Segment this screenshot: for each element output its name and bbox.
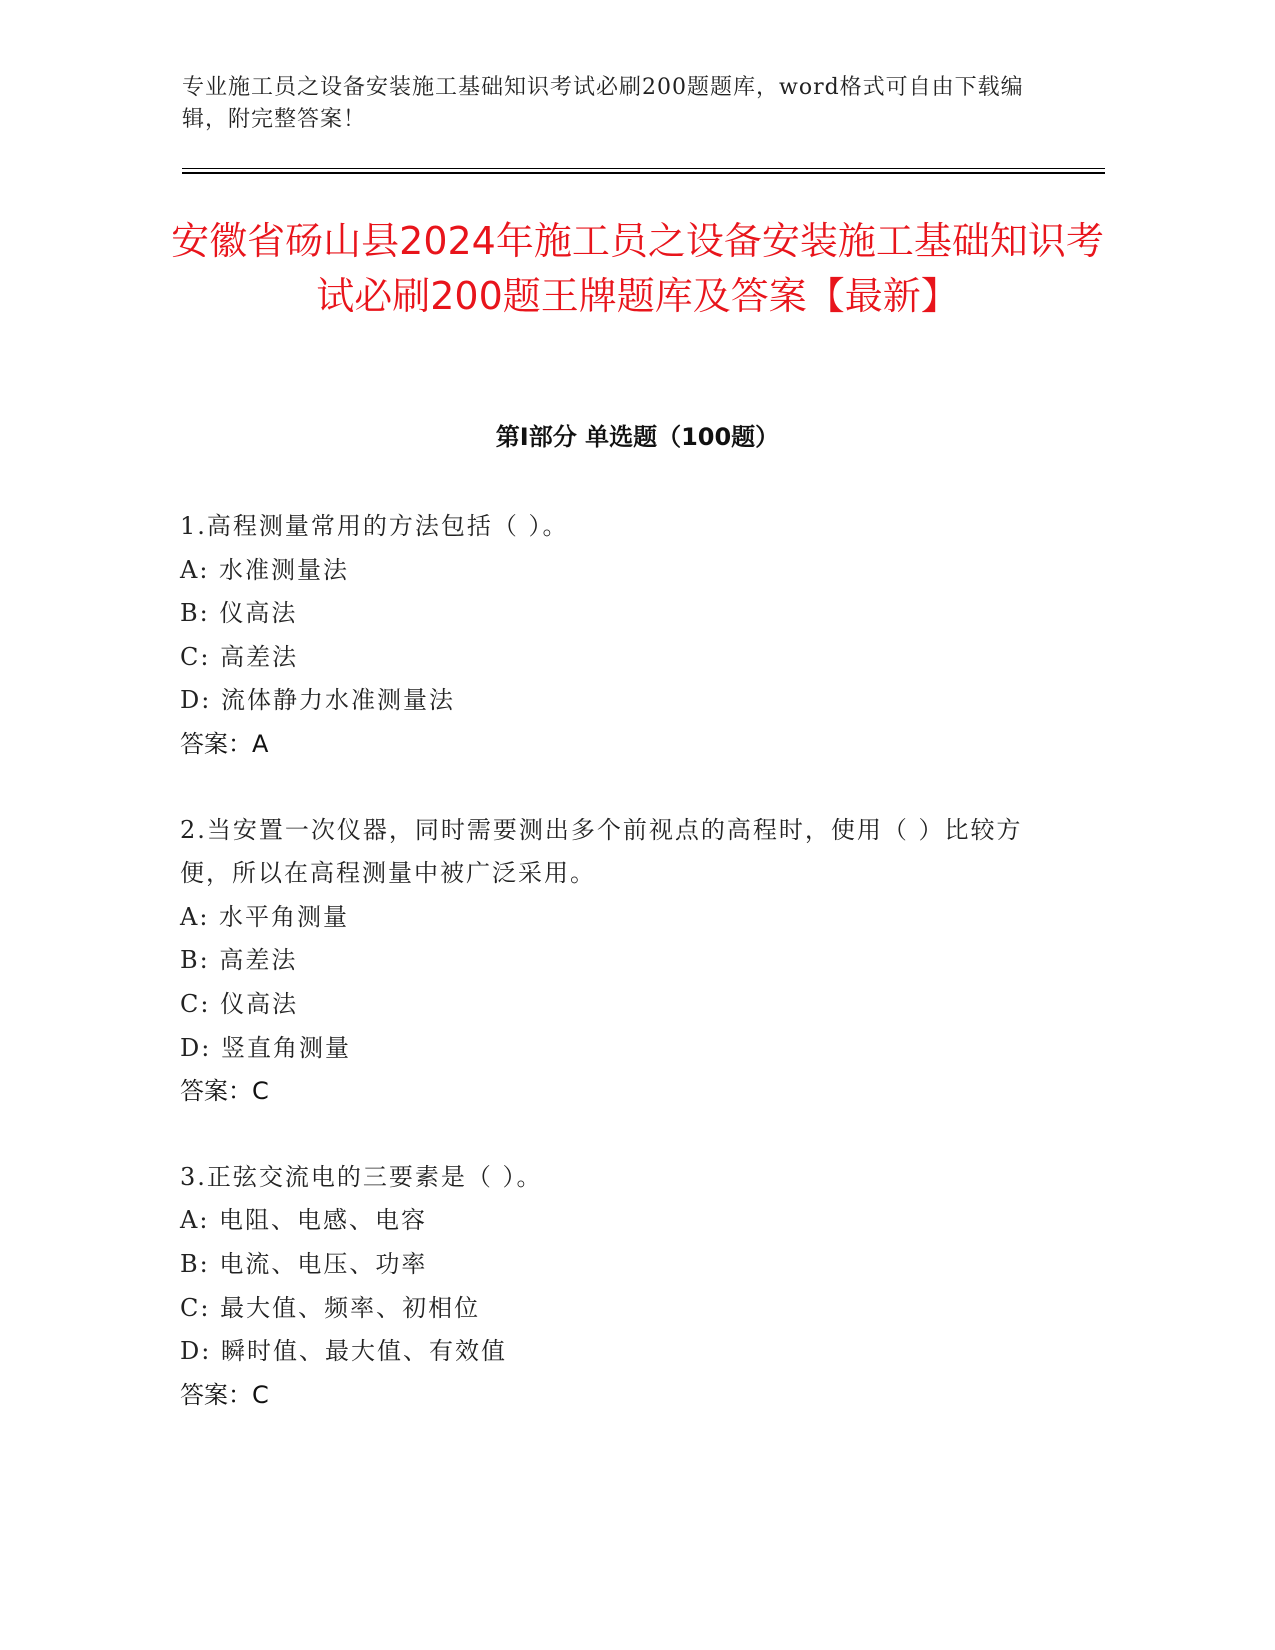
option-a: A: 水平角测量 bbox=[180, 902, 350, 931]
document-title: 安徽省砀山县2024年施工员之设备安装施工基础知识考试必刷200题王牌题库及答案【最新】 bbox=[171, 219, 1104, 318]
question-list bbox=[180, 505, 1060, 1459]
option-c: C: 仪高法 bbox=[180, 989, 299, 1018]
option-c: C: 最大值、频率、初相位 bbox=[180, 1293, 481, 1322]
option-d: D: 竖直角测量 bbox=[180, 1033, 351, 1062]
option-c: C: 高差法 bbox=[180, 642, 299, 671]
question-1 bbox=[180, 505, 1060, 767]
question-stem: 2.当安置一次仪器，同时需要测出多个前视点的高程时，使用（ ）比较方便，所以在高程测量中被广泛采用。 bbox=[180, 815, 1023, 888]
answer-line: 答案：A bbox=[180, 729, 269, 758]
option-b: B: 仪高法 bbox=[180, 599, 298, 628]
option-b: B: 电流、电压、功率 bbox=[180, 1249, 428, 1278]
option-a: A: 水准测量法 bbox=[180, 555, 350, 584]
question-stem: 3.正弦交流电的三要素是（ ）。 bbox=[180, 1162, 543, 1191]
section-title: 第Ⅰ部分 单选题（100题） bbox=[495, 423, 780, 451]
option-d: D: 瞬时值、最大值、有效值 bbox=[180, 1337, 507, 1366]
option-b: B: 高差法 bbox=[180, 946, 298, 975]
question-stem: 1.高程测量常用的方法包括（ ）。 bbox=[180, 512, 569, 540]
answer-line: 答案：C bbox=[180, 1380, 269, 1409]
question-3 bbox=[180, 1156, 1060, 1418]
option-a: A: 电阻、电感、电容 bbox=[180, 1206, 428, 1235]
header-rule-thick bbox=[182, 172, 1105, 174]
option-d: D: 流体静力水准测量法 bbox=[180, 686, 455, 715]
header-rule-thin bbox=[182, 168, 1105, 169]
header-note: 专业施工员之设备安装施工基础知识考试必刷200题题库，word格式可自由下载编辑，附完整答案！ bbox=[182, 75, 1024, 132]
question-2 bbox=[180, 809, 1060, 1114]
answer-line: 答案：C bbox=[180, 1077, 269, 1106]
